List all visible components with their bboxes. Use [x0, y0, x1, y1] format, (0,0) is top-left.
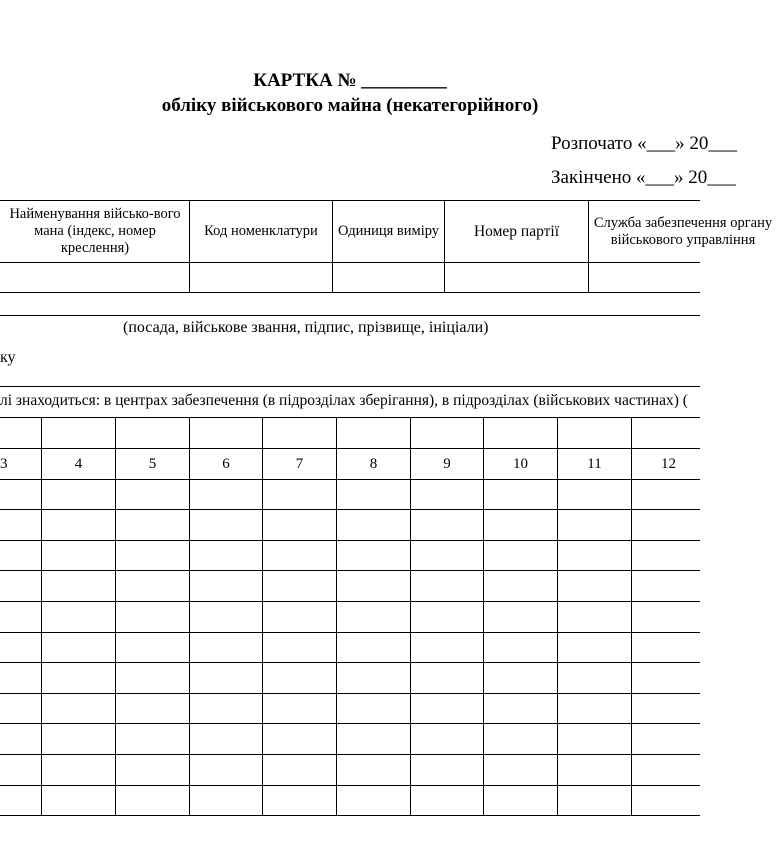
- table-border: [0, 292, 700, 293]
- grid-line: [0, 601, 700, 602]
- truncated-text: ку: [0, 349, 16, 366]
- column-number: 10: [513, 455, 528, 472]
- header-supply-service-text: Служба забезпечення органу військового управління: [593, 214, 773, 248]
- column-number: 9: [443, 455, 451, 472]
- grid-line: [0, 509, 700, 510]
- signature-line: [0, 315, 700, 316]
- grid-line: [0, 417, 700, 418]
- header-nomenclature-code: Код номенклатури: [204, 223, 318, 239]
- item-name-cell[interactable]: [1, 263, 188, 292]
- card-title: КАРТКА № _________: [253, 70, 447, 91]
- unit-cell[interactable]: [333, 263, 443, 292]
- card-subtitle: обліку військового майна (некатегорійного): [161, 95, 539, 116]
- column-number: 8: [369, 455, 378, 472]
- grid-line: [0, 540, 700, 541]
- finished-date-line: Закінчено «___» 20___: [551, 167, 736, 188]
- header-batch-number: Номер партії: [473, 223, 560, 240]
- batch-number-cell[interactable]: [445, 263, 587, 292]
- grid-line: [0, 632, 700, 633]
- location-line-border: [0, 386, 700, 387]
- header-item-name: Найменування військо-вого мана (індекс, номер креслення): [9, 206, 181, 256]
- signature-caption: (посада, військове звання, підпис, прізвище, ініціали): [123, 319, 489, 336]
- column-number: 12: [661, 455, 676, 472]
- grid-line: [0, 815, 700, 816]
- grid-line: [0, 723, 700, 724]
- column-number: 7: [295, 455, 304, 472]
- column-number: 6: [222, 455, 230, 472]
- grid-line: [0, 785, 700, 786]
- column-number: 3: [0, 455, 8, 472]
- grid-line: [0, 693, 700, 694]
- grid-line: [0, 662, 700, 663]
- column-number: 5: [148, 455, 157, 472]
- header-supply-service: [590, 201, 773, 262]
- grid-line: [0, 570, 700, 571]
- supply-service-cell[interactable]: [589, 263, 700, 292]
- nomenclature-code-cell[interactable]: [190, 263, 331, 292]
- started-date-line: Розпочато «___» 20___: [551, 133, 737, 154]
- grid-line: [0, 479, 700, 480]
- column-number: 11: [587, 455, 602, 472]
- grid-line: [0, 754, 700, 755]
- location-caption: лі знаходиться: в центрах забезпечення (в підрозділах зберігання), в підрозділах (військових частинах) (: [0, 392, 688, 409]
- header-unit: Одиниця виміру: [337, 223, 440, 239]
- column-number: 4: [74, 455, 83, 472]
